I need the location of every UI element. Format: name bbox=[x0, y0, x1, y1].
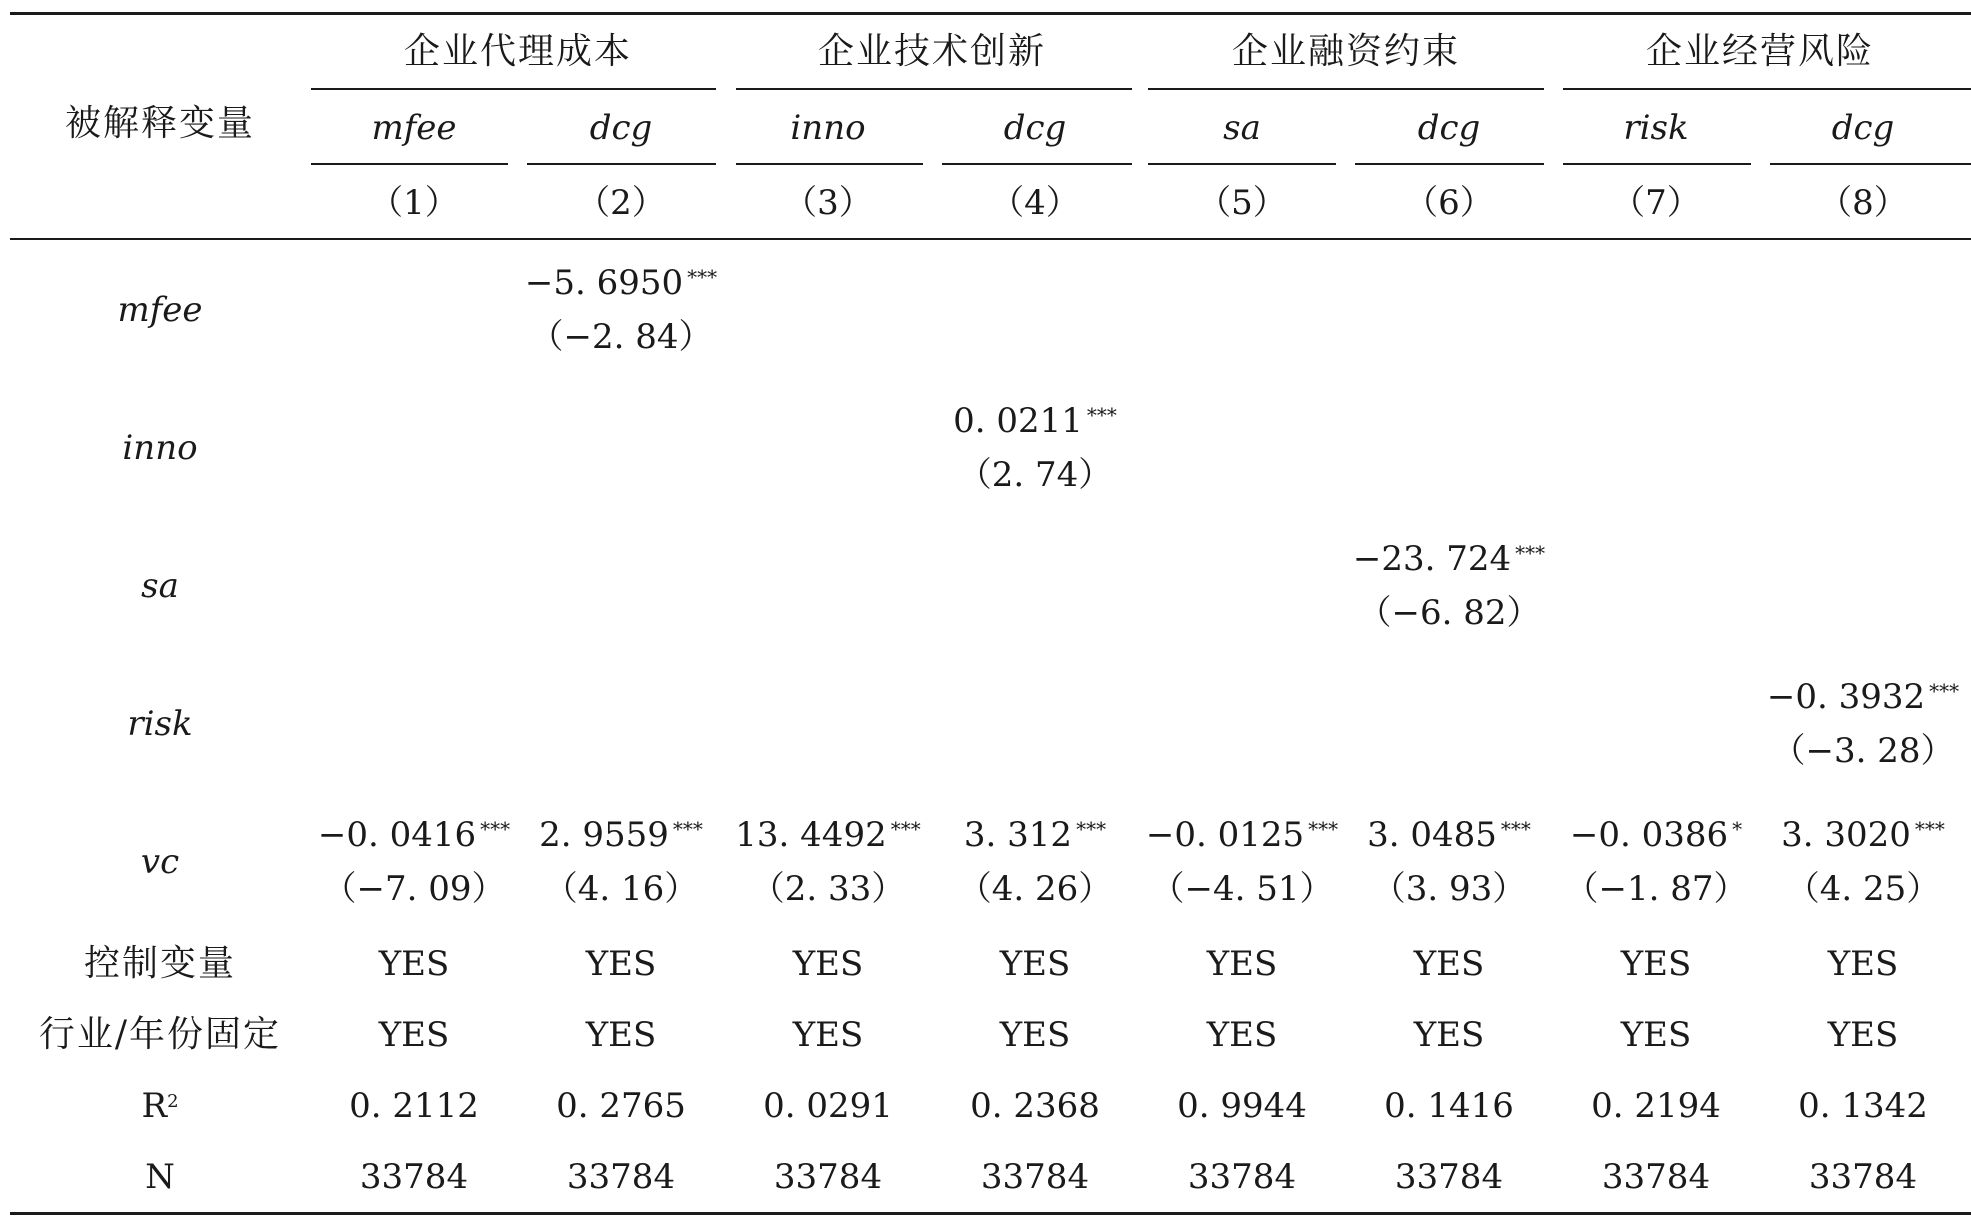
coef-value: −0. 3932 bbox=[1766, 677, 1926, 717]
group-header-innovation: 企业技术创新 bbox=[817, 31, 1047, 72]
controls-col4: YES bbox=[999, 944, 1071, 984]
tstat-vc-col7: （−1. 87） bbox=[1564, 869, 1748, 909]
tstat-vc-col6: （3. 93） bbox=[1371, 869, 1527, 909]
n-col3: 33784 bbox=[773, 1157, 883, 1197]
fixed-col7: YES bbox=[1620, 1015, 1692, 1055]
fixed-col5: YES bbox=[1206, 1015, 1278, 1055]
coef-vc-col2 bbox=[539, 815, 703, 855]
depvar-6: dcg bbox=[1417, 108, 1481, 148]
coef-value: 2. 9559 bbox=[539, 815, 669, 855]
row-label-vc: vc bbox=[140, 842, 180, 882]
significance-stars: *** bbox=[1914, 817, 1945, 841]
coef-mfee-col2 bbox=[525, 263, 717, 303]
group-underline-1 bbox=[311, 88, 716, 90]
tstat-vc-col3: （2. 33） bbox=[750, 869, 906, 909]
depvar-underline-2 bbox=[527, 163, 716, 165]
fixed-col8: YES bbox=[1827, 1015, 1899, 1055]
row-label-fixed-effects: 行业/年份固定 bbox=[38, 1014, 282, 1055]
controls-col6: YES bbox=[1413, 944, 1485, 984]
coef-vc-col6 bbox=[1367, 815, 1531, 855]
depvar-underline-5 bbox=[1148, 163, 1336, 165]
fixed-col2: YES bbox=[585, 1015, 657, 1055]
n-col1: 33784 bbox=[359, 1157, 469, 1197]
col-number-2: （2） bbox=[576, 183, 666, 223]
group-header-risk: 企业经营风险 bbox=[1645, 31, 1875, 72]
r2-col5: 0. 9944 bbox=[1177, 1086, 1307, 1126]
coef-value: −0. 0386 bbox=[1569, 815, 1729, 855]
significance-stars: *** bbox=[1500, 817, 1531, 841]
r2-base: R bbox=[141, 1086, 168, 1126]
tstat-inno-col4: （2. 74） bbox=[957, 455, 1113, 495]
significance-stars: *** bbox=[1086, 403, 1117, 427]
coef-value: 3. 0485 bbox=[1367, 815, 1497, 855]
depvar-underline-1 bbox=[311, 163, 508, 165]
n-col5: 33784 bbox=[1187, 1157, 1297, 1197]
n-col7: 33784 bbox=[1601, 1157, 1711, 1197]
top-rule bbox=[10, 12, 1971, 15]
coef-value: −23. 724 bbox=[1352, 539, 1512, 579]
depvar-4: dcg bbox=[1003, 108, 1067, 148]
r2-col7: 0. 2194 bbox=[1591, 1086, 1721, 1126]
col-number-5: （5） bbox=[1197, 183, 1287, 223]
tstat-vc-col4: （4. 26） bbox=[957, 869, 1113, 909]
col-number-8: （8） bbox=[1818, 183, 1908, 223]
coef-value: −0. 0416 bbox=[317, 815, 477, 855]
fixed-col6: YES bbox=[1413, 1015, 1485, 1055]
depvar-underline-6 bbox=[1355, 163, 1544, 165]
coef-value: −0. 0125 bbox=[1145, 815, 1305, 855]
significance-stars: *** bbox=[890, 817, 921, 841]
depvar-3: inno bbox=[790, 108, 866, 148]
coef-vc-col3 bbox=[735, 815, 920, 855]
significance-stars: *** bbox=[687, 265, 718, 289]
col-number-4: （4） bbox=[990, 183, 1080, 223]
col-number-1: （1） bbox=[369, 183, 459, 223]
tstat-vc-col8: （4. 25） bbox=[1785, 869, 1941, 909]
coef-vc-col5 bbox=[1146, 815, 1338, 855]
group-header-agency-cost: 企业代理成本 bbox=[403, 31, 633, 72]
dependent-variable-label: 被解释变量 bbox=[64, 103, 256, 144]
controls-col3: YES bbox=[792, 944, 864, 984]
col-number-6: （6） bbox=[1404, 183, 1494, 223]
row-label-inno: inno bbox=[122, 428, 198, 468]
significance-stars: *** bbox=[1076, 817, 1107, 841]
tstat-vc-col5: （−4. 51） bbox=[1150, 869, 1334, 909]
r2-superscript: 2 bbox=[167, 1091, 179, 1112]
col-number-7: （7） bbox=[1611, 183, 1701, 223]
n-col6: 33784 bbox=[1394, 1157, 1504, 1197]
significance-stars: *** bbox=[1308, 817, 1339, 841]
significance-stars: * bbox=[1732, 817, 1743, 841]
fixed-col3: YES bbox=[792, 1015, 864, 1055]
n-col4: 33784 bbox=[980, 1157, 1090, 1197]
coef-vc-col4 bbox=[964, 815, 1106, 855]
coef-vc-col1 bbox=[318, 815, 510, 855]
coef-value: 0. 0211 bbox=[953, 401, 1083, 441]
coef-value: 3. 312 bbox=[963, 815, 1073, 855]
r2-col1: 0. 2112 bbox=[349, 1086, 479, 1126]
group-underline-2 bbox=[736, 88, 1132, 90]
coef-vc-col8 bbox=[1781, 815, 1945, 855]
tstat-mfee-col2: （−2. 84） bbox=[529, 317, 713, 357]
depvar-underline-7 bbox=[1563, 163, 1751, 165]
controls-col2: YES bbox=[585, 944, 657, 984]
coef-inno-col4 bbox=[953, 401, 1117, 441]
header-bottom-rule bbox=[10, 238, 1971, 240]
depvar-2: dcg bbox=[589, 108, 653, 148]
depvar-underline-3 bbox=[736, 163, 923, 165]
coef-value: 13. 4492 bbox=[735, 815, 887, 855]
col-number-3: （3） bbox=[783, 183, 873, 223]
significance-stars: *** bbox=[1515, 541, 1546, 565]
significance-stars: *** bbox=[672, 817, 703, 841]
row-label-mfee: mfee bbox=[117, 290, 203, 330]
row-label-r2 bbox=[141, 1086, 178, 1126]
depvar-underline-4 bbox=[942, 163, 1132, 165]
r2-col3: 0. 0291 bbox=[763, 1086, 893, 1126]
tstat-sa-col6: （−6. 82） bbox=[1357, 593, 1541, 633]
row-label-n: N bbox=[145, 1157, 175, 1197]
controls-col8: YES bbox=[1827, 944, 1899, 984]
group-underline-3 bbox=[1148, 88, 1544, 90]
n-col2: 33784 bbox=[566, 1157, 676, 1197]
group-underline-4 bbox=[1563, 88, 1971, 90]
coef-risk-col8 bbox=[1767, 677, 1959, 717]
bottom-rule bbox=[10, 1212, 1971, 1215]
coef-sa-col6 bbox=[1353, 539, 1545, 579]
controls-col5: YES bbox=[1206, 944, 1278, 984]
row-label-sa: sa bbox=[141, 566, 179, 606]
depvar-1: mfee bbox=[371, 108, 457, 148]
row-label-risk: risk bbox=[127, 704, 193, 744]
tstat-risk-col8: （−3. 28） bbox=[1771, 731, 1955, 771]
controls-col1: YES bbox=[378, 944, 450, 984]
group-header-financing: 企业融资约束 bbox=[1231, 31, 1461, 72]
depvar-underline-8 bbox=[1770, 163, 1971, 165]
coef-vc-col7 bbox=[1570, 815, 1742, 855]
fixed-col1: YES bbox=[378, 1015, 450, 1055]
depvar-8: dcg bbox=[1831, 108, 1895, 148]
coef-value: −5. 6950 bbox=[524, 263, 684, 303]
coef-value: 3. 3020 bbox=[1781, 815, 1911, 855]
r2-col2: 0. 2765 bbox=[556, 1086, 686, 1126]
depvar-7: risk bbox=[1623, 108, 1689, 148]
controls-col7: YES bbox=[1620, 944, 1692, 984]
tstat-vc-col1: （−7. 09） bbox=[322, 869, 506, 909]
r2-col8: 0. 1342 bbox=[1798, 1086, 1928, 1126]
fixed-col4: YES bbox=[999, 1015, 1071, 1055]
n-col8: 33784 bbox=[1808, 1157, 1918, 1197]
r2-col6: 0. 1416 bbox=[1384, 1086, 1514, 1126]
significance-stars: *** bbox=[1929, 679, 1960, 703]
depvar-5: sa bbox=[1223, 108, 1261, 148]
r2-col4: 0. 2368 bbox=[970, 1086, 1100, 1126]
tstat-vc-col2: （4. 16） bbox=[543, 869, 699, 909]
row-label-controls: 控制变量 bbox=[83, 943, 237, 984]
significance-stars: *** bbox=[480, 817, 511, 841]
